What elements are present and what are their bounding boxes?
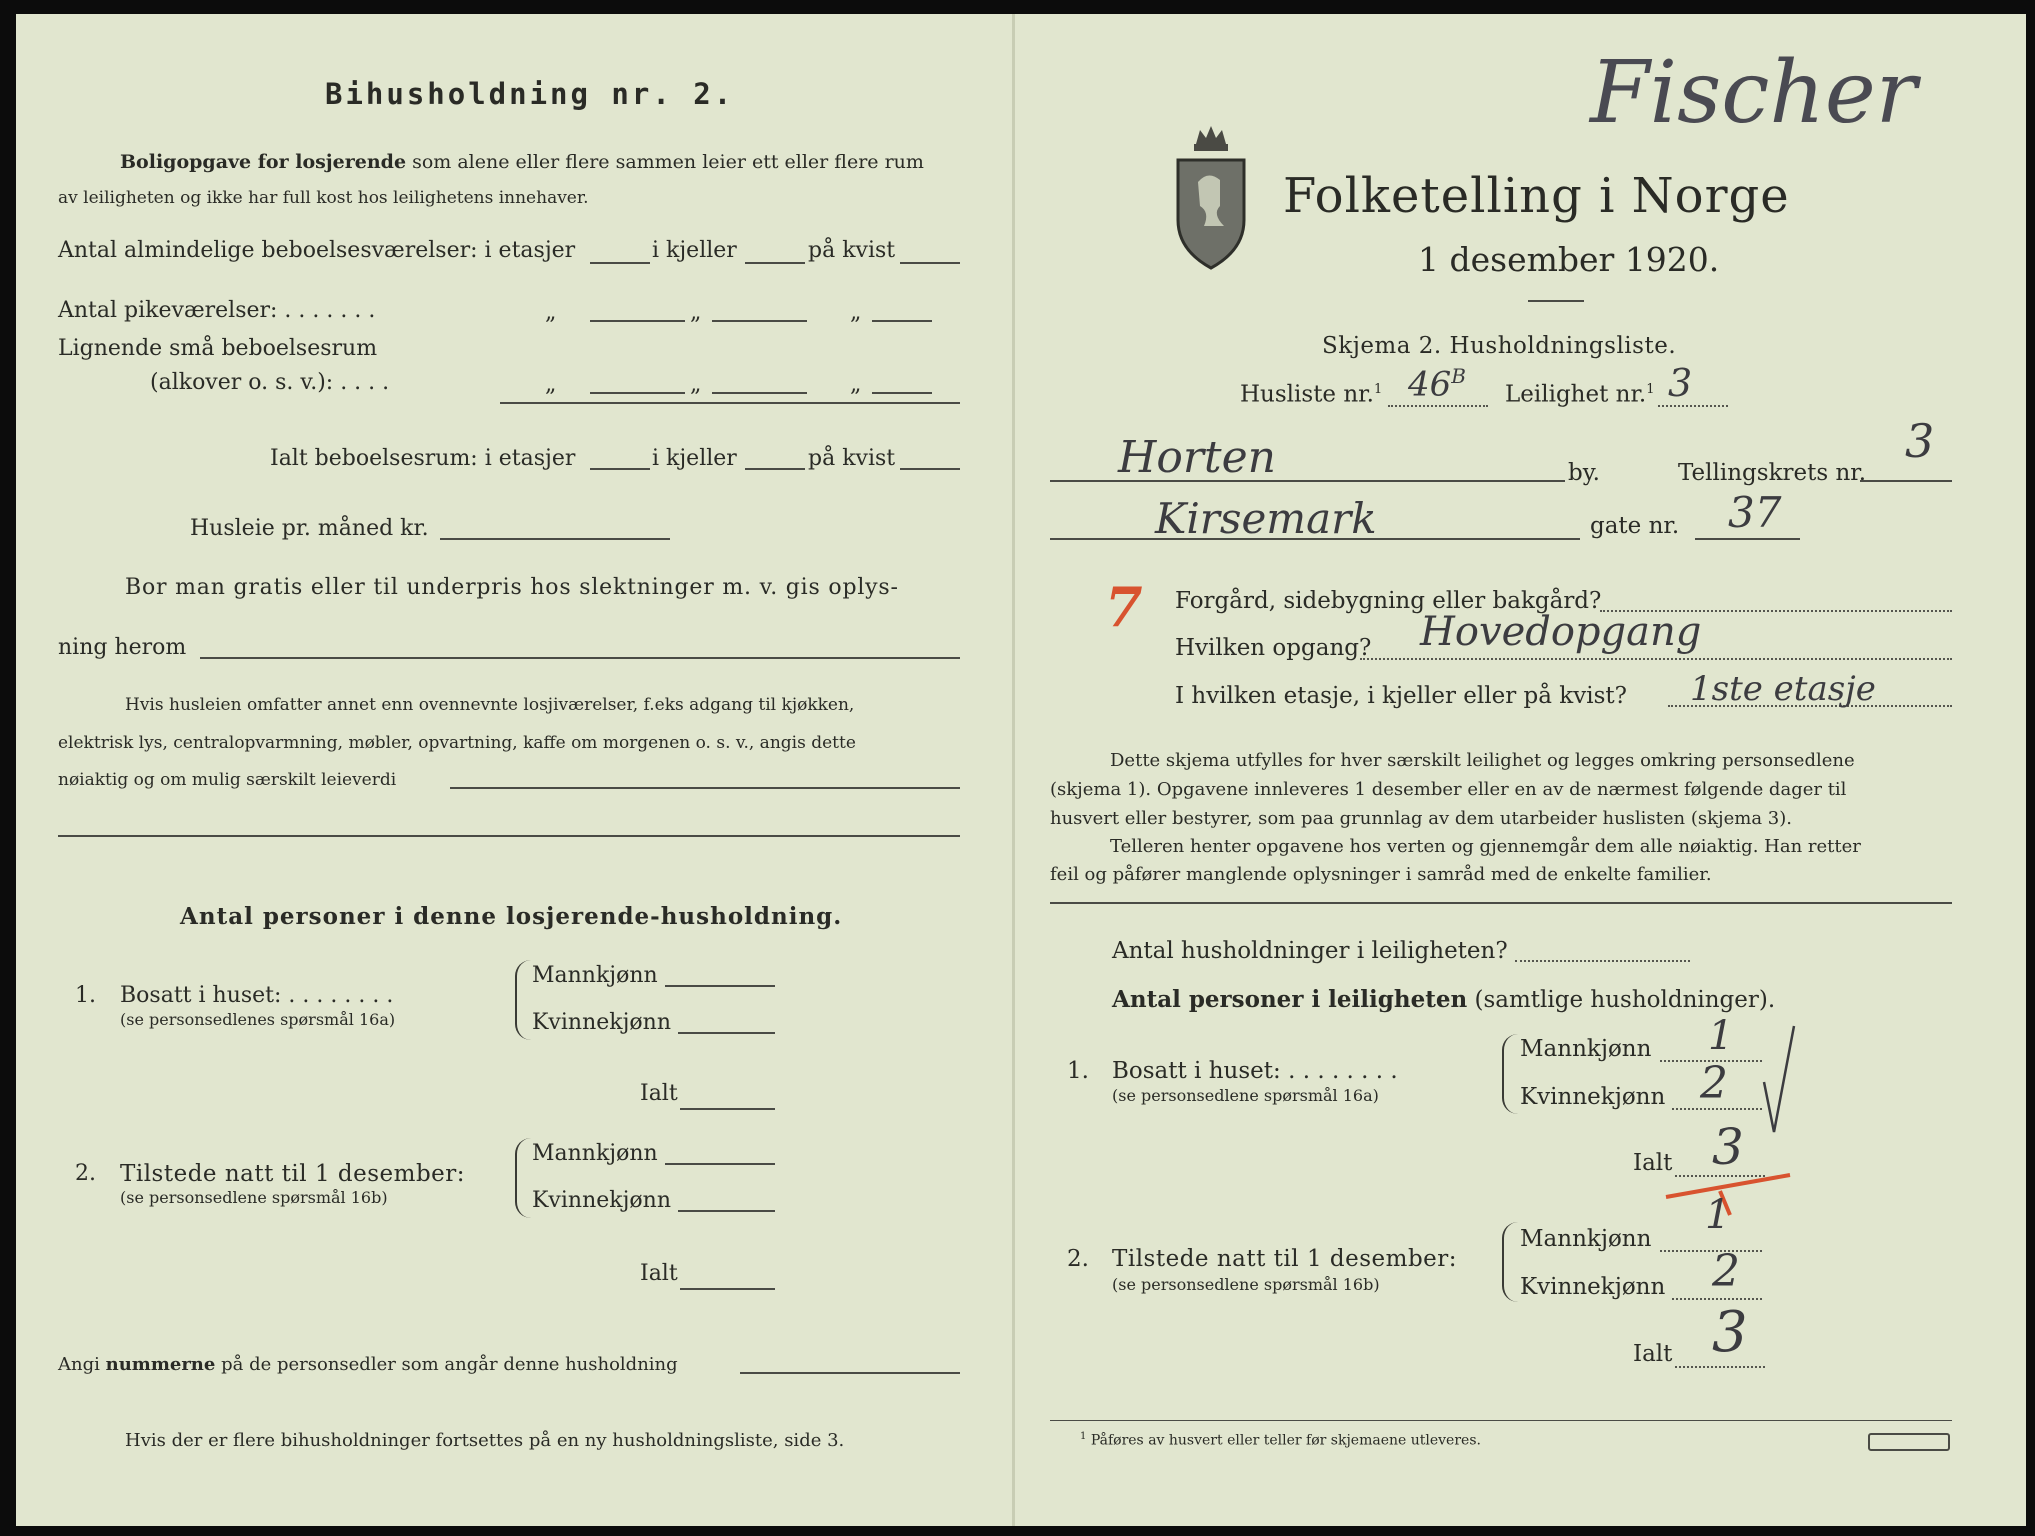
- right-q2-num: 2.: [1067, 1246, 1089, 1272]
- left-q1-female-label: Kvinnekjønn: [532, 1010, 671, 1035]
- alkover-line-1: [590, 392, 685, 394]
- right-q1-total-label: Ialt: [1633, 1150, 1673, 1176]
- alkover-line-3: [872, 392, 932, 394]
- note-line-1: Hvis husleien omfatter annet enn ovennevnte losjiværelser, f.eks adgang til kjøkken,: [125, 695, 855, 715]
- intro-rest: som alene eller flere sammen leier ett eller flere rum: [412, 151, 924, 173]
- pike-line-1: [590, 320, 685, 322]
- opgang-label: Hvilken opgang?: [1175, 635, 1372, 661]
- left-persons-heading: Antal personer i denne losjerende-husholdning.: [180, 903, 843, 930]
- by-label: by.: [1568, 460, 1600, 486]
- printer-stamp: [1868, 1433, 1950, 1451]
- angi-pre: Angi: [58, 1354, 100, 1375]
- instructions-line-1: Dette skjema utfylles for hver særskilt leilighet og legges omkring personsedlene: [1110, 750, 1855, 771]
- tellingskrets-value: 3: [1905, 414, 1935, 468]
- right-q2-male-value: 1: [1705, 1192, 1731, 1238]
- right-q1-brace: [1502, 1034, 1518, 1114]
- husliste-suffix: B: [1451, 364, 1466, 388]
- rooms-etasjer-line: [590, 262, 650, 264]
- by-line: [1050, 480, 1565, 482]
- instructions-rule: [1050, 902, 1952, 904]
- rent-line: [440, 538, 670, 540]
- total-rooms-label: Ialt beboelsesrum: i etasjer: [270, 446, 576, 471]
- right-q1-label: Bosatt i huset: . . . . . . . .: [1112, 1058, 1398, 1084]
- total-kjeller: i kjeller: [652, 446, 737, 471]
- gate-value: 37: [1728, 488, 1782, 537]
- leilighet-footnote-mark: 1: [1646, 382, 1655, 397]
- total-etasjer-line: [590, 468, 650, 470]
- left-q1-total-label: Ialt: [640, 1081, 678, 1106]
- right-q1-num: 1.: [1067, 1058, 1089, 1084]
- husliste-footnote-mark: 1: [1373, 382, 1383, 397]
- form-title: Folketelling i Norge: [1283, 168, 1790, 224]
- leilighet-label: [1505, 383, 1655, 407]
- left-title: Bihusholdning nr. 2.: [325, 77, 735, 111]
- right-q1-female-value: 2: [1700, 1058, 1728, 1109]
- husliste-line: [1388, 405, 1488, 407]
- angi-fill-line: [740, 1372, 960, 1374]
- rooms-kvist-line: [900, 262, 960, 264]
- right-q1-total-value: 3: [1712, 1118, 1744, 1176]
- check-mark-icon: [1760, 1020, 1800, 1140]
- left-q2-female-line: [678, 1210, 775, 1212]
- left-footer: Hvis der er flere bihusholdninger fortsettes på en ny husholdningsliste, side 3.: [125, 1430, 845, 1451]
- left-q2-total-label: Ialt: [640, 1261, 678, 1286]
- alkover-label: (alkover o. s. v.): . . . .: [150, 370, 390, 395]
- footnote-rule: [1050, 1420, 1952, 1421]
- instructions-line-2: (skjema 1). Opgavene innleveres 1 desember eller en av de nærmest følgende dager til: [1050, 779, 1847, 800]
- husliste-number: 46: [1408, 364, 1452, 405]
- alkover-ditto-3: „: [850, 372, 862, 397]
- left-q1-label: Bosatt i huset: . . . . . . . .: [120, 983, 394, 1008]
- households-label: Antal husholdninger i leiligheten?: [1112, 938, 1508, 964]
- intro-bold: Boligopgave for losjerende: [120, 151, 407, 173]
- right-q2-total-line: [1675, 1366, 1765, 1368]
- left-q2-sub: (se personsedlene spørsmål 16b): [120, 1188, 388, 1207]
- pike-label: Antal pikeværelser: . . . . . . .: [58, 298, 376, 323]
- pike-line-3: [872, 320, 932, 322]
- right-q2-total-label: Ialt: [1633, 1341, 1673, 1367]
- left-q1-total-line: [680, 1108, 775, 1110]
- angi-line: [58, 1356, 678, 1374]
- left-q1-female-line: [678, 1032, 775, 1034]
- note-line-2: elektrisk lys, centralopvarmning, møbler, opvartning, kaffe om morgenen o. s. v., angis dette: [58, 733, 856, 753]
- signature: Fischer: [1590, 43, 1917, 143]
- instructions-line-4: Telleren henter opgavene hos verten og gjennemgår dem alle nøiaktig. Han retter: [1110, 836, 1861, 857]
- alkover-ditto-1: „: [545, 372, 557, 397]
- free-line-1: Bor man gratis eller til underpris hos slektninger m. v. gis oplys-: [125, 575, 899, 600]
- note-line-fill: [450, 787, 960, 789]
- footnote: [1080, 1432, 1481, 1448]
- gate-label: gate nr.: [1590, 513, 1680, 539]
- right-q2-brace: [1502, 1222, 1518, 1302]
- left-q2-num: 2.: [75, 1161, 96, 1186]
- free-line: [200, 657, 960, 659]
- left-q2-female-label: Kvinnekjønn: [532, 1188, 671, 1213]
- rent-label: Husleie pr. måned kr.: [190, 516, 429, 541]
- street-line: [1050, 538, 1580, 540]
- opgang-line: [1360, 658, 1952, 660]
- right-q1-sub: (se personsedlene spørsmål 16a): [1112, 1086, 1379, 1105]
- left-q2-label: Tilstede natt til 1 desember:: [120, 1161, 466, 1187]
- left-intro-line2: av leiligheten og ikke har full kost hos leilighetens innehaver.: [58, 188, 589, 208]
- street-value: Kirsemark: [1155, 494, 1377, 543]
- free-line-2: ning herom: [58, 635, 187, 660]
- schema-label: Skjema 2. Husholdningsliste.: [1322, 333, 1677, 359]
- instructions-line-5: feil og påfører manglende oplysninger i samråd med de enkelte familier.: [1050, 864, 1712, 885]
- left-q1-brace: [515, 960, 531, 1040]
- alkover-rule: [500, 402, 960, 404]
- left-q2-brace: [515, 1138, 531, 1218]
- right-q1-female-label: Kvinnekjønn: [1520, 1084, 1666, 1110]
- pike-ditto-3: „: [850, 300, 862, 325]
- left-q2-male-label: Mannkjønn: [532, 1141, 658, 1166]
- leilighet-text: Leilighet nr.: [1505, 381, 1647, 408]
- right-q2-total-value: 3: [1712, 1300, 1748, 1365]
- coat-of-arms-icon: [1168, 122, 1254, 272]
- alkover-line-2: [712, 392, 807, 394]
- tellingskrets-label: Tellingskrets nr.: [1678, 460, 1867, 486]
- households-line: [1515, 960, 1690, 962]
- etasje-label: I hvilken etasje, i kjeller eller på kvist?: [1175, 683, 1627, 709]
- pike-ditto-2: „: [690, 300, 702, 325]
- leilighet-value: 3: [1668, 361, 1693, 405]
- total-kjeller-line: [745, 468, 805, 470]
- husliste-text: Husliste nr.: [1240, 381, 1374, 408]
- rooms-kvist: på kvist: [808, 238, 896, 263]
- angi-bold: nummerne: [105, 1354, 216, 1375]
- instructions-line-3: husvert eller bestyrer, som paa grunnlag av dem utarbeider huslisten (skjema 3).: [1050, 808, 1792, 829]
- total-kvist-line: [900, 468, 960, 470]
- left-q2-male-line: [665, 1163, 775, 1165]
- pike-line-2: [712, 320, 807, 322]
- right-q1-male-label: Mannkjønn: [1520, 1036, 1652, 1062]
- etasje-value: 1ste etasje: [1690, 669, 1876, 709]
- right-q2-sub: (se personsedlene spørsmål 16b): [1112, 1275, 1380, 1294]
- right-q2-female-label: Kvinnekjønn: [1520, 1274, 1666, 1300]
- rooms-label: Antal almindelige beboelsesværelser: i etasjer: [58, 238, 576, 263]
- date-rule: [1528, 300, 1584, 302]
- right-persons-heading: [1112, 988, 1775, 1012]
- footnote-text: Påføres av husvert eller teller før skjemaene utleveres.: [1090, 1432, 1481, 1449]
- leilighet-line: [1658, 405, 1728, 407]
- husliste-value: [1408, 364, 1466, 405]
- form-date: 1 desember 1920.: [1418, 240, 1720, 279]
- right-q2-female-value: 2: [1712, 1246, 1740, 1297]
- gate-line: [1695, 538, 1800, 540]
- right-q2-label: Tilstede natt til 1 desember:: [1112, 1246, 1458, 1272]
- by-value: Horten: [1118, 432, 1276, 483]
- left-q1-male-line: [665, 985, 775, 987]
- page-fold: [1012, 14, 1015, 1526]
- note-line-3: nøiaktig og om mulig særskilt leieverdi: [58, 770, 397, 790]
- left-q2-total-line: [680, 1288, 775, 1290]
- right-q2-male-label: Mannkjønn: [1520, 1226, 1652, 1252]
- left-q1-num: 1.: [75, 983, 96, 1008]
- tellingskrets-line: [1860, 480, 1952, 482]
- footnote-mark: 1: [1080, 1431, 1087, 1442]
- persons-heading-bold: Antal personer i leiligheten: [1112, 986, 1468, 1013]
- right-q1-male-value: 1: [1708, 1013, 1734, 1059]
- persons-heading-rest: (samtlige husholdninger).: [1474, 987, 1776, 1013]
- alkover-ditto-2: „: [690, 372, 702, 397]
- left-intro: [120, 153, 924, 172]
- red-pencil-mark: 7: [1105, 575, 1143, 639]
- pike-ditto-1: „: [545, 300, 557, 325]
- total-kvist: på kvist: [808, 446, 896, 471]
- rooms-kjeller: i kjeller: [652, 238, 737, 263]
- opgang-value: Hovedopgang: [1420, 609, 1702, 655]
- right-q2-male-line: [1660, 1250, 1762, 1252]
- rooms-kjeller-line: [745, 262, 805, 264]
- left-q1-male-label: Mannkjønn: [532, 963, 658, 988]
- angi-rest: på de personsedler som angår denne husholdning: [221, 1354, 678, 1375]
- small-rooms-label: Lignende små beboelsesrum: [58, 336, 378, 361]
- forgard-label: Forgård, sidebygning eller bakgård?: [1175, 588, 1602, 614]
- left-q1-sub: (se personsedlenes spørsmål 16a): [120, 1010, 396, 1029]
- note-blank-line: [58, 835, 960, 837]
- husliste-label: [1240, 383, 1382, 407]
